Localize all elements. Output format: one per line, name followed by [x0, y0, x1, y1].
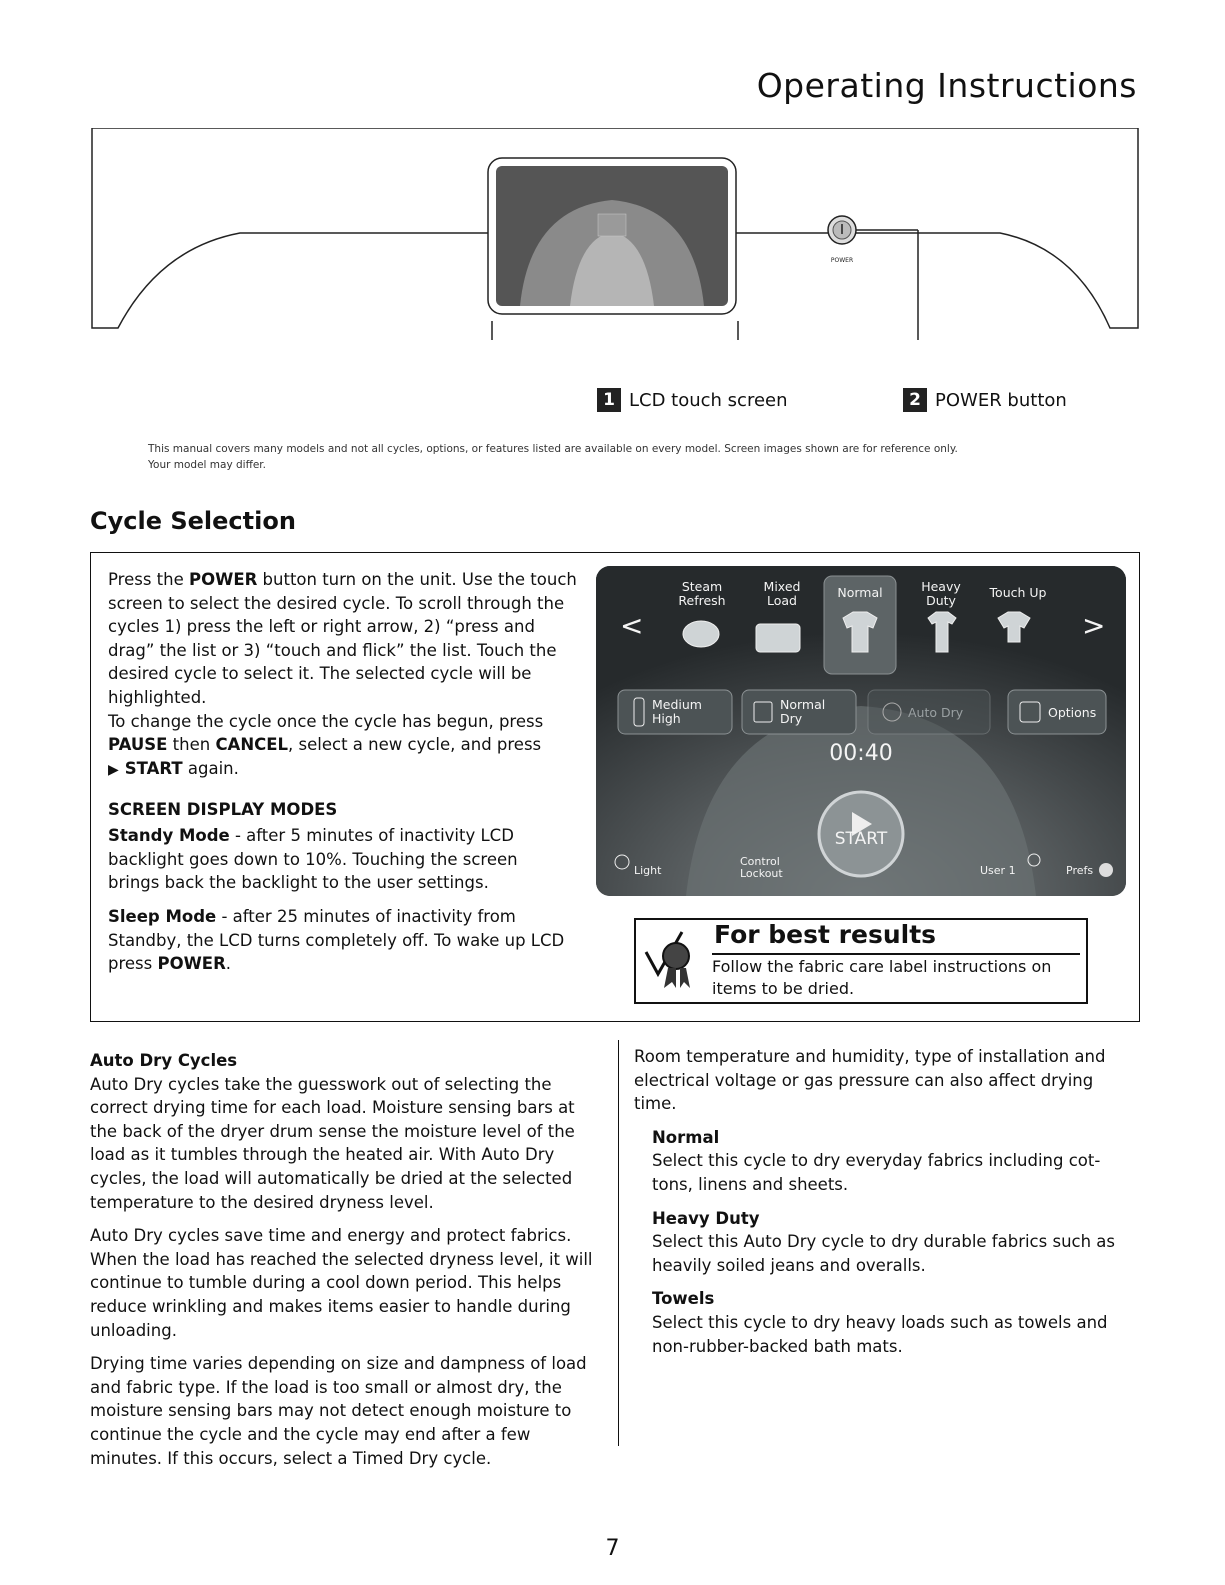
play-icon: ▶: [108, 761, 119, 778]
cycle-name-heavy-duty: Heavy Duty: [652, 1208, 760, 1228]
power-label: POWER: [830, 257, 854, 264]
control-panel-illustration: [90, 128, 1140, 340]
drying-factors-section: [634, 1045, 1134, 1358]
lcd-screen-image: [596, 566, 1126, 896]
lcd-setting-temperature[interactable]: Medium High: [652, 697, 702, 726]
callout-power: [903, 388, 1067, 412]
callout-number: 2: [903, 388, 927, 412]
lcd-start-button[interactable]: START: [834, 829, 888, 849]
auto-dry-paragraph: Auto Dry cycles take the guesswork out of selecting the correct drying time for each load. Moisture sensing bars at the back of the dryer drum sense the moisture level of the load as it tumbles through the heated air. With Auto Dry cycles, the load will automatically be dried at the selected temperature to the desired dryness level.: [90, 1074, 575, 1212]
best-results-text: Follow the fabric care label instructions on items to be dried.: [712, 957, 1052, 998]
lcd-setting-options[interactable]: Options: [1048, 705, 1097, 720]
lcd-arrow-right[interactable]: >: [1082, 609, 1106, 642]
auto-dry-paragraph: Drying time varies depending on size and dampness of load and fabric type. If the load is too small or almost dry, the moisture sensing bars may not detect enough moisture to continue the cycle and the cycle may end after a few minutes. If this occurs, select a Timed Dry cycle.: [90, 1354, 587, 1468]
screen-display-modes-heading: SCREEN DISPLAY MODES: [108, 800, 338, 819]
lcd-cycle-touch-up[interactable]: Touch Up: [989, 585, 1047, 600]
cycle-intro: Press the POWER button turn on the unit. Use the touch screen to select the desired cycle. To scroll through the cycles 1) press the left or right arrow, 2) “press and drag” the list or 3) “touch and flick” the list. Touch the desired cycle to select it. The selected cycle will be highlighted. To change the cycle once the cycle has begun, press PAUSE then CANCEL, select a new cycle, and press ▶ START again.: [108, 570, 577, 778]
disclaimer: This manual covers many models and not all cycles, options, or features listed are available on every model. Screen images shown are for reference only. Your model may differ.: [148, 443, 958, 471]
column-divider: [618, 1040, 619, 1446]
lcd-prefs-button[interactable]: Prefs: [1066, 864, 1094, 877]
callout-number: 1: [597, 388, 621, 412]
lcd-time-display: 00:40: [829, 741, 893, 766]
drying-factors-intro: Room temperature and humidity, type of installation and electrical voltage or gas pressure can also affect drying time.: [634, 1047, 1106, 1114]
lcd-arrow-left[interactable]: <: [620, 609, 644, 642]
lcd-light-button[interactable]: Light: [634, 864, 662, 877]
best-results-underline: [712, 953, 1080, 955]
lcd-setting-dryness[interactable]: Normal Dry: [780, 697, 826, 726]
lcd-cycle-normal[interactable]: Normal: [837, 585, 883, 600]
cycle-name-towels: Towels: [652, 1289, 715, 1309]
lcd-user-button[interactable]: User 1: [980, 864, 1016, 877]
lcd-cycle-steam-refresh[interactable]: Steam Refresh: [678, 579, 726, 608]
cycle-desc-towels: Select this cycle to dry heavy loads such as towels and non-rubber-backed bath mats.: [652, 1312, 1108, 1356]
award-ribbon-icon: [640, 922, 704, 992]
callout-label: POWER button: [935, 389, 1067, 411]
sleep-mode-text: Sleep Mode - after 25 minutes of inactivity from Standby, the LCD turns completely off. To wake up LCD press POWER.: [108, 907, 565, 974]
cycle-desc-normal: Select this cycle to dry everyday fabrics including cot-tons, linens and sheets.: [652, 1151, 1101, 1194]
cycle-desc-heavy-duty: Select this Auto Dry cycle to dry durable fabrics such as heavily soiled jeans and overalls.: [652, 1232, 1116, 1275]
lcd-setting-auto-dry[interactable]: Auto Dry: [908, 705, 964, 720]
auto-dry-heading: Auto Dry Cycles: [90, 1051, 238, 1070]
lcd-cycle-mixed-load[interactable]: Mixed Load: [763, 579, 801, 608]
callout-lcd: [597, 388, 788, 412]
callout-label: LCD touch screen: [629, 389, 788, 411]
cycle-name-normal: Normal: [652, 1127, 720, 1147]
auto-dry-section: [90, 1049, 600, 1470]
standby-mode-text: Standy Mode - after 5 minutes of inactivity LCD backlight goes down to 10%. Touching the screen brings back the backlight to the user settings.: [108, 826, 518, 893]
best-results-title: For best results: [714, 920, 937, 949]
lcd-control-lockout-button[interactable]: Control Lockout: [740, 855, 783, 880]
page-title: Operating Instructions: [756, 66, 1137, 105]
lcd-cycle-heavy-duty[interactable]: Heavy Duty: [921, 579, 961, 608]
auto-dry-paragraph: Auto Dry cycles save time and energy and protect fabrics. When the load has reached the selected dryness level, it will continue to tumble during a cool down period. This helps reduce wrinkling and makes items easier to handle during unloading.: [90, 1226, 593, 1340]
page-number: 7: [605, 1536, 620, 1561]
section-heading-cycle-selection: Cycle Selection: [90, 507, 296, 535]
